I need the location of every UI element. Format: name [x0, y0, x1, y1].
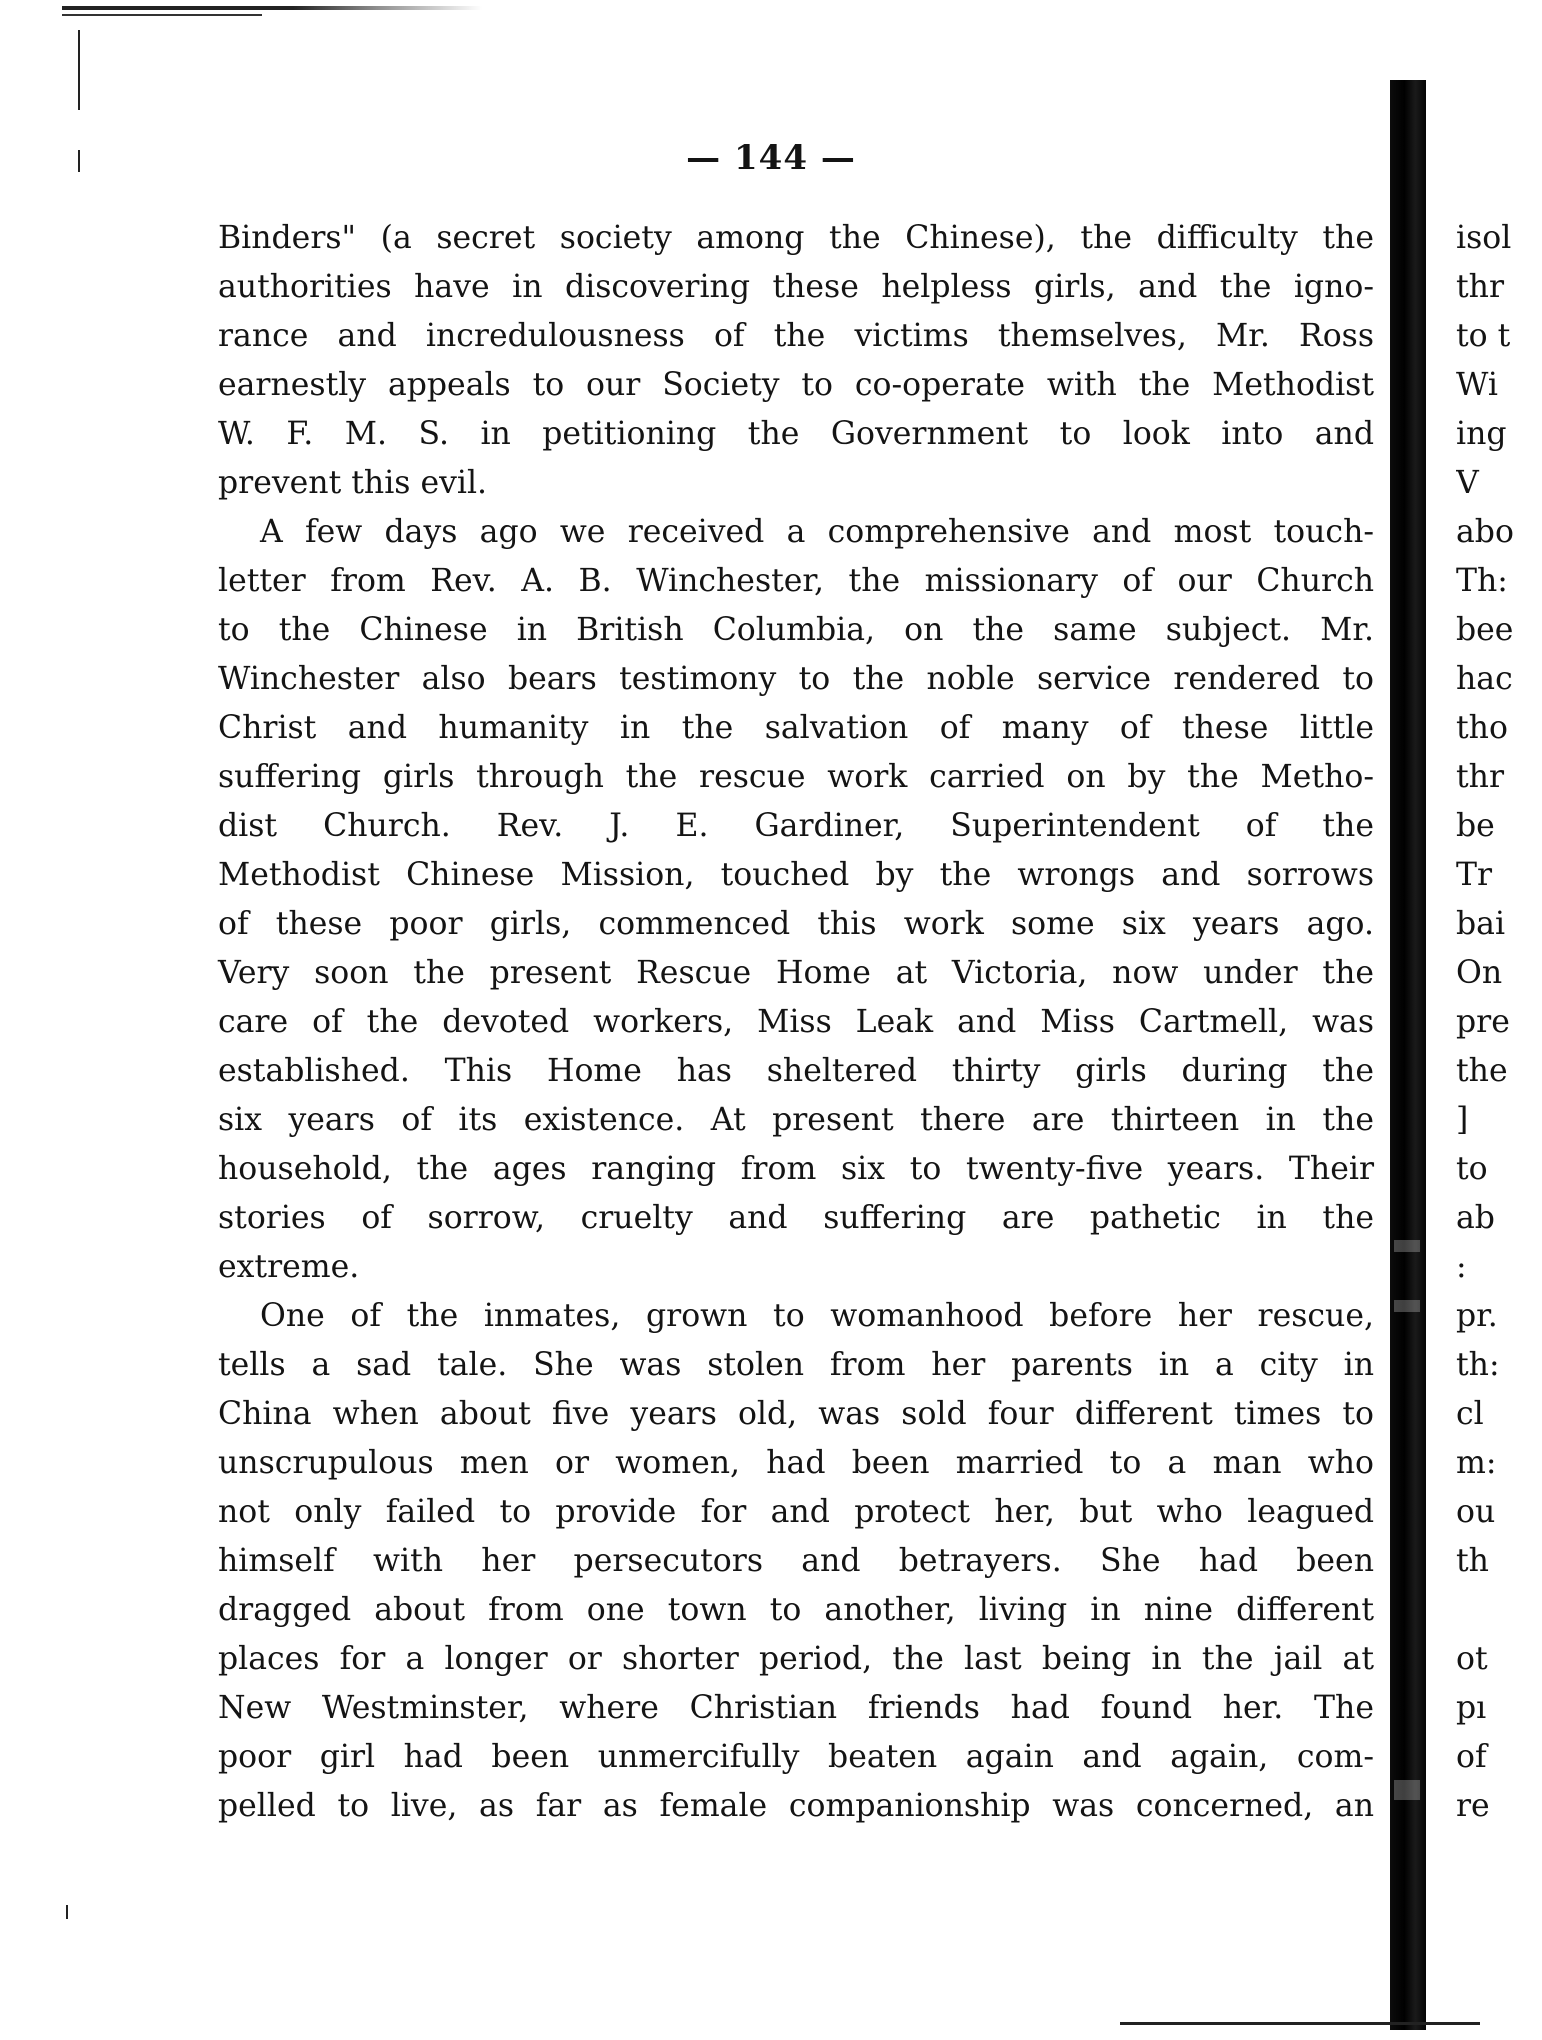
- facing-page-fragment: On: [1456, 955, 1503, 991]
- text-line: A few days ago we received a comprehensive and most touch-: [260, 514, 1374, 550]
- facing-page-fragment: Th:: [1456, 563, 1508, 599]
- facing-page-fragment: to: [1456, 1151, 1488, 1187]
- text-line: places for a longer or shorter period, the last being in the jail at: [218, 1641, 1374, 1677]
- text-line: dragged about from one town to another, living in nine different: [218, 1592, 1374, 1628]
- facing-page-fragment: hac: [1456, 661, 1513, 697]
- text-line: himself with her persecutors and betrayers. She had been: [218, 1543, 1374, 1579]
- facing-page-fragment: to t: [1456, 318, 1511, 354]
- text-line: stories of sorrow, cruelty and suffering are pathetic in the: [218, 1200, 1374, 1236]
- text-line: established. This Home has sheltered thirty girls during the: [218, 1053, 1374, 1089]
- bottom-scan-rule: [1120, 2022, 1480, 2025]
- text-line: Winchester also bears testimony to the noble service rendered to: [218, 661, 1374, 697]
- facing-page-fragment: pr.: [1456, 1298, 1498, 1334]
- text-line: suffering girls through the rescue work carried on by the Metho-: [218, 759, 1374, 795]
- text-line: pelled to live, as far as female companionship was concerned, an: [218, 1788, 1374, 1824]
- text-line: One of the inmates, grown to womanhood before her rescue,: [260, 1298, 1374, 1334]
- facing-page-fragment: the: [1456, 1053, 1508, 1089]
- text-line: tells a sad tale. She was stolen from her parents in a city in: [218, 1347, 1374, 1383]
- text-line: earnestly appeals to our Society to co-operate with the Methodist: [218, 367, 1374, 403]
- facing-page-fragment: Tr: [1456, 857, 1493, 893]
- body-text: [218, 214, 1374, 1831]
- facing-page-fragment: isol: [1456, 220, 1512, 256]
- facing-page-fragments: [1456, 214, 1542, 1831]
- facing-page-fragment: V: [1456, 465, 1479, 501]
- text-line: rance and incredulousness of the victims themselves, Mr. Ross: [218, 318, 1374, 354]
- facing-page-fragment: bai: [1456, 906, 1506, 942]
- facing-page-fragment: tho: [1456, 710, 1508, 746]
- text-line: dist Church. Rev. J. E. Gardiner, Superintendent of the: [218, 808, 1374, 844]
- left-margin-mark: [78, 30, 80, 110]
- facing-page-fragment: pre: [1456, 1004, 1510, 1040]
- text-line: to the Chinese in British Columbia, on the same subject. Mr.: [218, 612, 1374, 648]
- facing-page-fragment: thr: [1456, 759, 1505, 795]
- facing-page-fragment: ]: [1456, 1102, 1469, 1138]
- text-line: poor girl had been unmercifully beaten again and again, com-: [218, 1739, 1374, 1775]
- top-scan-rule: [62, 6, 482, 10]
- facing-page-fragment: th: [1456, 1543, 1489, 1579]
- text-line: New Westminster, where Christian friends had found her. The: [218, 1690, 1374, 1726]
- facing-page-fragment: re: [1456, 1788, 1490, 1824]
- top-scan-rule-secondary: [62, 14, 262, 16]
- facing-page-fragment: :: [1456, 1249, 1467, 1285]
- text-line: of these poor girls, commenced this work some six years ago.: [218, 906, 1374, 942]
- facing-page-fragment: thr: [1456, 269, 1505, 305]
- facing-page-fragment: ou: [1456, 1494, 1496, 1530]
- text-line: care of the devoted workers, Miss Leak and Miss Cartmell, was: [218, 1004, 1374, 1040]
- text-line: six years of its existence. At present there are thirteen in the: [218, 1102, 1374, 1138]
- text-line: Christ and humanity in the salvation of many of these little: [218, 710, 1374, 746]
- facing-page-fragment: [1456, 1586, 1542, 1635]
- text-line: Methodist Chinese Mission, touched by the wrongs and sorrows: [218, 857, 1374, 893]
- facing-page-fragment: ab: [1456, 1200, 1495, 1236]
- left-margin-mark: [66, 1905, 68, 1919]
- text-line: China when about five years old, was sold four different times to: [218, 1396, 1374, 1432]
- text-line: unscrupulous men or women, had been married to a man who: [218, 1445, 1374, 1481]
- facing-page-fragment: be: [1456, 808, 1495, 844]
- text-line: letter from Rev. A. B. Winchester, the missionary of our Church: [218, 563, 1374, 599]
- text-line: prevent this evil.: [218, 465, 488, 501]
- facing-page-fragment: bee: [1456, 612, 1514, 648]
- facing-page-fragment: m:: [1456, 1445, 1497, 1481]
- facing-page-fragment: th:: [1456, 1347, 1500, 1383]
- gutter-speckle: [1394, 1240, 1420, 1252]
- facing-page-fragment: abo: [1456, 514, 1514, 550]
- text-line: not only failed to provide for and protect her, but who leagued: [218, 1494, 1374, 1530]
- facing-page-fragment: of: [1456, 1739, 1487, 1775]
- text-line: W. F. M. S. in petitioning the Government to look into and: [218, 416, 1374, 452]
- facing-page-fragment: Wi: [1456, 367, 1498, 403]
- facing-page-fragment: ing: [1456, 416, 1507, 452]
- text-line: Very soon the present Rescue Home at Victoria, now under the: [218, 955, 1374, 991]
- text-line: extreme.: [218, 1249, 360, 1285]
- gutter-speckle: [1394, 1780, 1420, 1800]
- facing-page-fragment: ot: [1456, 1641, 1488, 1677]
- text-line: authorities have in discovering these helpless girls, and the igno-: [218, 269, 1374, 305]
- gutter-speckle: [1394, 1300, 1420, 1312]
- facing-page-fragment: cl: [1456, 1396, 1484, 1432]
- page-number: — 144 —: [686, 138, 856, 178]
- facing-page-fragment: pı: [1456, 1690, 1487, 1726]
- text-line: Binders" (a secret society among the Chinese), the difficulty the: [218, 220, 1374, 256]
- text-line: household, the ages ranging from six to twenty-five years. Their: [218, 1151, 1374, 1187]
- book-gutter-shadow: [1390, 80, 1426, 2030]
